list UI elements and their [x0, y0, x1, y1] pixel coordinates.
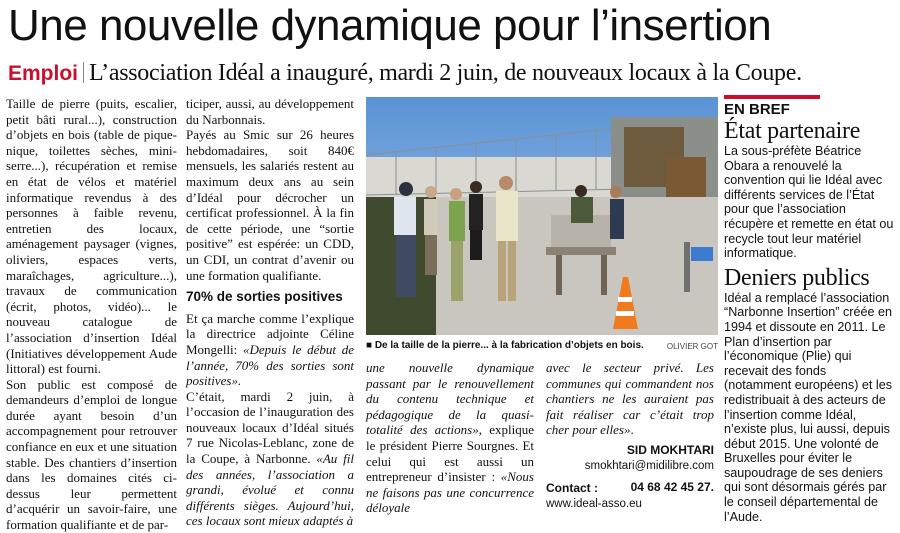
caption-text: ■ De la taille de la pierre... à la fabrication d’objets en bois.: [366, 340, 644, 351]
quote: «Nous ne faisons pas une concurrence déloyale: [366, 469, 534, 516]
paragraph: Taille de pierre (puits, escalier, petit bâti rural...), construction d’objets en bois (table de pique-nique, toilettes sèches, mini-serre...), récupération et remise en état de vélos et matériel informatique revendus à des personnes à faible revenu, entretien des locaux, aménagement paysager (vignes, oliviers, espaces verts, maraîchages, agriculture...), travaux de communication (écrit, photos, vidéo)... le nouveau catalogue de l’association d’insertion Idéal (Initiatives développement Aude littoral) est fourni.: [6, 96, 177, 377]
paragraph: Payés au Smic sur 26 heures hebdomadaires, soit 840€ mensuels, les salariés restent au maximum deux ans au sein d’Idéal pour décrocher un certificat professionnel. À la fin de cette période, une “sortie positive” est espérée: un CDD, un CDI, un contrat d’avenir ou une formation qualifiante.: [186, 127, 354, 283]
contact-phone: 04 68 42 45 27.: [630, 480, 714, 495]
article-photo: [366, 97, 718, 335]
subheadline: [8, 60, 898, 90]
contact-label: Contact :: [546, 481, 598, 496]
photo-caption: [366, 340, 718, 351]
paragraph-text: , explique le président Pierre Sourgnes. Et celui qui est aussi un entrepreneur d’insister :: [366, 422, 535, 485]
paragraph: [546, 360, 714, 438]
deck: L’association Idéal a inauguré, mardi 2 juin, de nouveaux locaux à la Coupe.: [89, 60, 802, 86]
quote: avec le secteur privé. Les communes qui commandent nos chantiers ne les auraient pas fait réaliser car c’était trop cher pour elles»: [546, 360, 714, 438]
brief-text: La sous-préfète Béatrice Obara a renouvelé la convention qui lie Idéal avec différents services de l’État pour que l’association récupère et remette en état ou recycle tout leur matériel informatique.: [724, 144, 894, 261]
paragraph-text: Et ça marche comme l’explique la directrice adjointe Céline Mongelli:: [186, 310, 354, 357]
paragraph-text: .: [630, 422, 634, 438]
author-email: smokhtari@midilibre.com: [584, 459, 714, 472]
article-column-3: [366, 360, 534, 516]
website-link[interactable]: www.ideal-asso.eu: [546, 497, 642, 510]
contact-line: [546, 480, 714, 497]
brief-text: Idéal a remplacé l’association “Narbonne Insertion” créée en 1994 et dissoute en 2011. Le Plan d’insertion par l’économique (Plie) qui recevait des fonds (notamment européens) et les redistribuait à des acteurs de l’insertion comme Idéal, n’existe plus, lui aussi, depuis début 2015. Une volonté de Bruxelles pour éviter le saupoudrage de ses deniers qui sont désormais gérés par le conseil départemental de l’Aude.: [724, 290, 893, 524]
photo-credit: OLIVIER GOT: [666, 342, 718, 351]
section-kicker: Emploi: [8, 62, 79, 85]
paragraph: [186, 389, 354, 529]
paragraph: Son public est composé de demandeurs d’emploi de longue durée ayant besoin d’un accompagnement pour retrouver confiance en eux et une situation stable. Des chantiers d’insertion dans les domaines cités ci-dessus leur permettent d’acquérir un savoir-faire, une formation qualifiante et de par-: [6, 376, 177, 533]
sidebar-accent-bar: [724, 95, 820, 99]
paragraph-text: C’était, mardi 2 juin, à l’occasion de l’inauguration des nouveaux locaux d’Idéal situés 7 rue Nicolas-Leblanc, zone de la Coupe, à Narbonne.: [186, 388, 354, 467]
quote: «Depuis le début de l’année, 70% des sorties sont positives».: [186, 341, 354, 389]
brief-title: Deniers publics: [724, 264, 870, 291]
workshop-photo-illustration: [366, 97, 718, 335]
article-column-2: [186, 96, 354, 529]
headline: Une nouvelle dynamique pour l’insertion: [8, 1, 772, 50]
article-column-1: [6, 96, 177, 533]
paragraph: [366, 360, 534, 516]
quote: une nouvelle dynamique passant par le renouvellement du contenu technique et pédagogique de la quasi-totalité des actions»: [366, 360, 534, 438]
quote: «Au fil des années, l’association a grandi, évolué et connu différents sièges. Aujourd’hui, ces locaux sont mieux adaptés à: [186, 451, 354, 529]
paragraph: [186, 311, 354, 389]
section-title: 70% de sorties positives: [186, 289, 343, 305]
en-bref-sidebar: [724, 95, 894, 524]
sidebar-label: EN BREF: [724, 101, 790, 118]
paragraph: ticiper, aussi, au développement du Narbonnais.: [186, 96, 354, 127]
kicker-separator: [83, 62, 84, 83]
author-signature: SID MOKHTARI: [626, 442, 714, 457]
brief-title: État partenaire: [724, 118, 861, 144]
article-column-4: [546, 360, 714, 512]
